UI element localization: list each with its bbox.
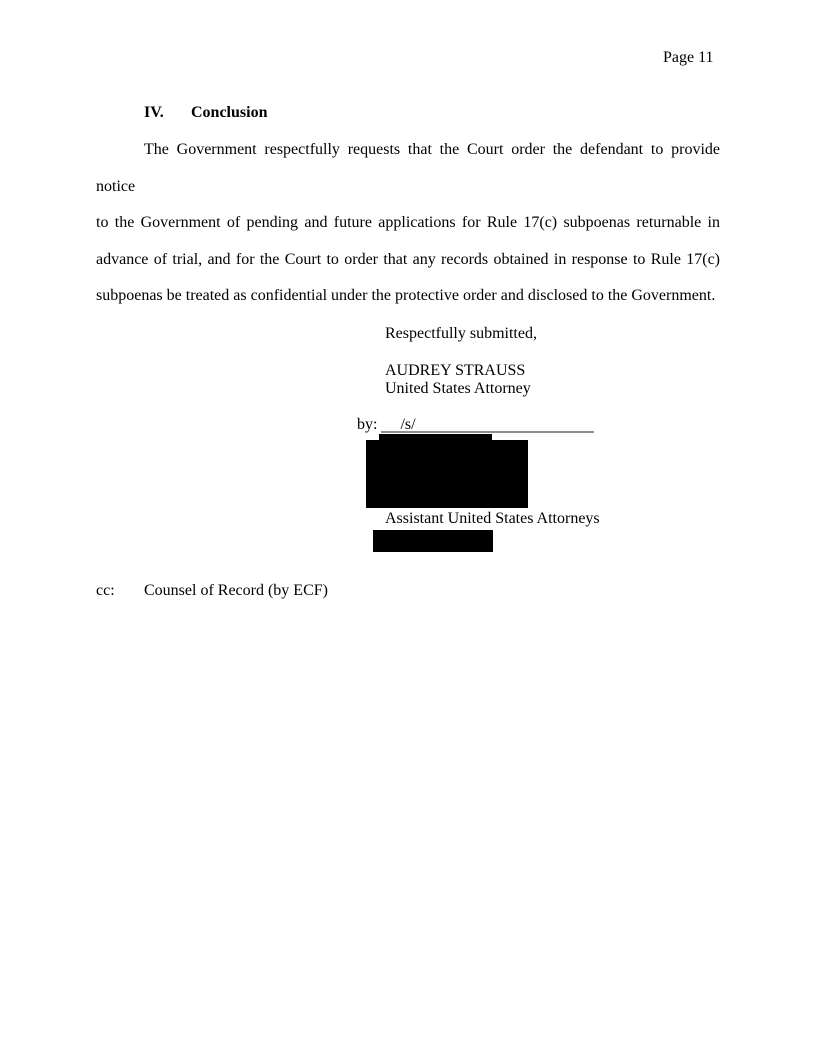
cc-line (96, 582, 328, 600)
assistants-title: Assistant United States Attorneys (385, 510, 600, 527)
paragraph-line: advance of trial, and for the Court to order that any records obtained in response to Rule 17(c) (96, 250, 720, 268)
page-number: Page 11 (663, 49, 714, 66)
paragraph-line: The Government respectfully requests that the Court order the defendant to provide notice (96, 141, 720, 195)
salutation: Respectfully submitted, (385, 325, 537, 342)
by-line (357, 416, 594, 434)
section-heading (144, 104, 267, 122)
cc-value: Counsel of Record (by ECF) (144, 582, 328, 599)
attorney-title: United States Attorney (385, 380, 531, 398)
redaction-box-contact (373, 530, 493, 552)
heading-title: Conclusion (191, 104, 268, 121)
heading-number: IV. (144, 104, 164, 121)
signature-mark: /s/ (400, 416, 416, 433)
paragraph-line: to the Government of pending and future applications for Rule 17(c) subpoenas returnable in (96, 214, 720, 231)
signature-line (381, 416, 594, 433)
cc-label: cc: (96, 582, 115, 599)
by-label: by: (357, 416, 378, 433)
signature-block (385, 325, 537, 399)
paragraph-line: subpoenas be treated as confidential under the protective order and disclosed to the Government. (96, 287, 716, 304)
redaction-box-signature (366, 440, 528, 508)
attorney-name: AUDREY STRAUSS (385, 361, 526, 379)
body-paragraph (96, 132, 720, 315)
